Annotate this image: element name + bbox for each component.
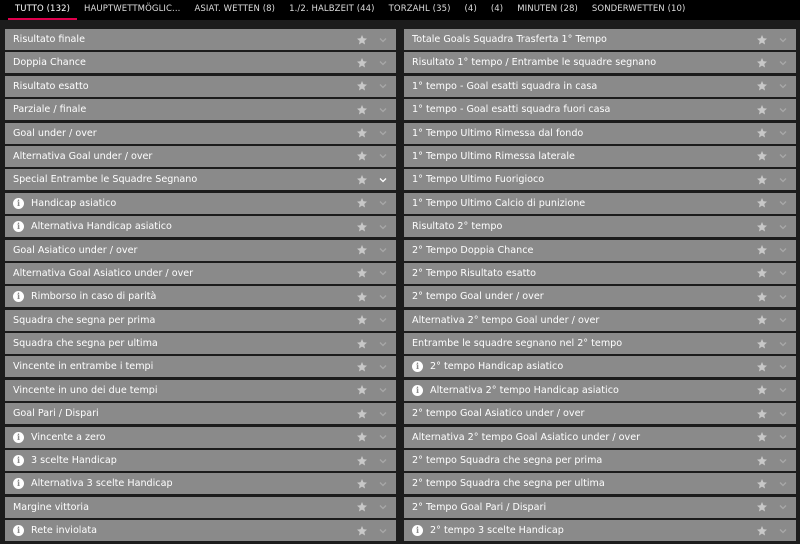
star-icon[interactable] bbox=[756, 80, 768, 92]
market-row[interactable] bbox=[5, 427, 396, 448]
star-icon[interactable] bbox=[756, 291, 768, 303]
market-label: 2° Tempo Doppia Chance bbox=[412, 244, 534, 256]
market-label: 2° tempo Squadra che segna per ultima bbox=[412, 478, 605, 490]
chevron-down-icon[interactable] bbox=[378, 502, 388, 512]
info-icon[interactable]: i bbox=[13, 432, 24, 443]
info-icon[interactable]: i bbox=[412, 361, 423, 372]
star-icon[interactable] bbox=[756, 104, 768, 116]
star-icon[interactable] bbox=[356, 408, 368, 420]
info-icon[interactable]: i bbox=[13, 198, 24, 209]
market-label: Risultato finale bbox=[13, 34, 85, 45]
market-row[interactable] bbox=[404, 240, 796, 261]
chevron-down-icon[interactable] bbox=[778, 151, 788, 161]
market-grid bbox=[0, 29, 800, 544]
market-row[interactable] bbox=[404, 123, 796, 144]
chevron-down-icon[interactable] bbox=[378, 222, 388, 232]
market-label: Alternativa Handicap asiatico bbox=[31, 221, 172, 233]
chevron-down-icon[interactable] bbox=[778, 502, 788, 512]
market-label: 2° tempo Handicap asiatico bbox=[430, 361, 564, 373]
chevron-down-icon[interactable] bbox=[378, 362, 388, 372]
market-row[interactable] bbox=[5, 240, 396, 261]
market-label: Vincente in uno dei due tempi bbox=[13, 384, 158, 396]
market-row[interactable] bbox=[404, 520, 796, 541]
market-row[interactable] bbox=[5, 450, 396, 471]
market-label: Entrambe le squadre segnano nel 2° tempo bbox=[412, 338, 623, 350]
info-icon[interactable]: i bbox=[13, 525, 24, 536]
market-row[interactable] bbox=[404, 427, 796, 448]
chevron-down-icon[interactable] bbox=[778, 128, 788, 138]
market-label: 3 scelte Handicap bbox=[31, 455, 117, 467]
market-label: 2° tempo Goal under / over bbox=[412, 291, 544, 303]
star-icon[interactable] bbox=[356, 104, 368, 116]
market-row[interactable] bbox=[404, 99, 796, 120]
info-icon[interactable]: i bbox=[412, 385, 423, 396]
market-label: Alternativa Goal under / over bbox=[13, 150, 153, 162]
star-icon[interactable] bbox=[756, 501, 768, 513]
star-icon[interactable] bbox=[756, 455, 768, 467]
market-label: Vincente a zero bbox=[31, 431, 106, 443]
chevron-down-icon[interactable] bbox=[778, 526, 788, 536]
market-row[interactable] bbox=[404, 356, 796, 377]
star-icon[interactable] bbox=[756, 197, 768, 209]
market-label: Risultato 2° tempo bbox=[412, 221, 503, 233]
chevron-down-icon[interactable] bbox=[378, 268, 388, 278]
market-row[interactable] bbox=[5, 29, 396, 50]
market-row[interactable] bbox=[5, 520, 396, 541]
chevron-down-icon[interactable] bbox=[778, 385, 788, 395]
market-label: 2° Tempo Goal Pari / Dispari bbox=[412, 501, 547, 513]
market-label: Alternativa 2° tempo Goal under / over bbox=[412, 314, 600, 326]
market-label: 1° Tempo Ultimo Fuorigioco bbox=[412, 174, 545, 186]
chevron-down-icon[interactable] bbox=[378, 526, 388, 536]
star-icon[interactable] bbox=[356, 127, 368, 139]
star-icon[interactable] bbox=[356, 267, 368, 279]
market-row[interactable] bbox=[5, 146, 396, 167]
chevron-down-icon[interactable] bbox=[778, 339, 788, 349]
market-row[interactable] bbox=[404, 310, 796, 331]
tab-3[interactable]: 1./2. HALBZEIT (44) bbox=[289, 4, 375, 14]
market-row[interactable] bbox=[404, 403, 796, 424]
chevron-down-icon[interactable] bbox=[378, 81, 388, 91]
star-icon[interactable] bbox=[756, 431, 768, 443]
chevron-down-icon[interactable] bbox=[378, 339, 388, 349]
star-icon[interactable] bbox=[356, 525, 368, 537]
market-row[interactable] bbox=[5, 380, 396, 401]
star-icon[interactable] bbox=[756, 267, 768, 279]
star-icon[interactable] bbox=[356, 291, 368, 303]
market-row[interactable] bbox=[404, 380, 796, 401]
star-icon[interactable] bbox=[756, 127, 768, 139]
chevron-down-icon[interactable] bbox=[778, 198, 788, 208]
market-label: Handicap asiatico bbox=[31, 197, 117, 209]
market-label: 1° Tempo Ultimo Calcio di punizione bbox=[412, 197, 586, 209]
chevron-down-icon[interactable] bbox=[378, 432, 388, 442]
market-label: Risultato esatto bbox=[13, 80, 89, 92]
market-label: Vincente in entrambe i tempi bbox=[13, 361, 154, 373]
info-icon[interactable]: i bbox=[13, 478, 24, 489]
market-row[interactable] bbox=[404, 216, 796, 237]
market-category-tabs bbox=[0, 0, 800, 20]
star-icon[interactable] bbox=[356, 174, 368, 186]
market-label: Alternativa 2° tempo Goal Asiatico under / over bbox=[412, 431, 641, 443]
chevron-down-icon[interactable] bbox=[778, 315, 788, 325]
chevron-down-icon[interactable] bbox=[778, 105, 788, 115]
star-icon[interactable] bbox=[756, 57, 768, 69]
market-row[interactable] bbox=[404, 193, 796, 214]
chevron-down-icon[interactable] bbox=[378, 456, 388, 466]
market-row[interactable] bbox=[5, 286, 396, 307]
tab-0[interactable]: TUTTO (132) bbox=[8, 0, 77, 20]
star-icon[interactable] bbox=[356, 150, 368, 162]
market-label: 1° Tempo Ultimo Rimessa dal fondo bbox=[412, 127, 584, 139]
market-label: 1° Tempo Ultimo Rimessa laterale bbox=[412, 150, 575, 162]
star-icon[interactable] bbox=[756, 478, 768, 490]
star-icon[interactable] bbox=[356, 244, 368, 256]
market-label: Goal under / over bbox=[13, 127, 97, 139]
chevron-down-icon[interactable] bbox=[778, 175, 788, 185]
chevron-down-icon[interactable] bbox=[378, 198, 388, 208]
star-icon[interactable] bbox=[756, 525, 768, 537]
market-row[interactable] bbox=[404, 286, 796, 307]
chevron-down-icon[interactable] bbox=[378, 292, 388, 302]
market-row[interactable] bbox=[5, 263, 396, 284]
star-icon[interactable] bbox=[356, 221, 368, 233]
chevron-down-icon[interactable] bbox=[778, 268, 788, 278]
market-row[interactable] bbox=[5, 216, 396, 237]
market-label: Squadra che segna per ultima bbox=[13, 338, 158, 350]
market-row[interactable] bbox=[404, 29, 796, 50]
tab-2[interactable]: ASIAT. WETTEN (8) bbox=[194, 4, 276, 14]
market-row[interactable] bbox=[5, 310, 396, 331]
market-label: 2° tempo Goal Asiatico under / over bbox=[412, 408, 585, 420]
chevron-down-icon[interactable] bbox=[378, 479, 388, 489]
market-row[interactable] bbox=[404, 52, 796, 73]
market-label: Totale Goals Squadra Trasferta 1° Tempo bbox=[412, 34, 607, 45]
market-row[interactable] bbox=[5, 123, 396, 144]
info-icon[interactable]: i bbox=[412, 525, 423, 536]
market-row[interactable] bbox=[404, 76, 796, 97]
star-icon[interactable] bbox=[356, 57, 368, 69]
market-label: Alternativa 2° tempo Handicap asiatico bbox=[430, 384, 619, 396]
star-icon[interactable] bbox=[356, 338, 368, 350]
chevron-down-icon[interactable] bbox=[778, 58, 788, 68]
chevron-down-icon[interactable] bbox=[378, 128, 388, 138]
chevron-down-icon[interactable] bbox=[378, 105, 388, 115]
star-icon[interactable] bbox=[756, 221, 768, 233]
market-label: Squadra che segna per prima bbox=[13, 314, 156, 326]
market-row[interactable] bbox=[404, 497, 796, 518]
star-icon[interactable] bbox=[756, 361, 768, 373]
market-label: 1° tempo - Goal esatti squadra in casa bbox=[412, 80, 598, 92]
chevron-down-icon[interactable] bbox=[378, 409, 388, 419]
star-icon[interactable] bbox=[756, 244, 768, 256]
star-icon[interactable] bbox=[756, 384, 768, 396]
market-row[interactable] bbox=[5, 76, 396, 97]
star-icon[interactable] bbox=[356, 197, 368, 209]
market-row[interactable] bbox=[5, 52, 396, 73]
market-row[interactable] bbox=[5, 99, 396, 120]
star-icon[interactable] bbox=[756, 34, 768, 46]
chevron-down-icon[interactable] bbox=[378, 35, 388, 45]
chevron-down-icon[interactable] bbox=[778, 479, 788, 489]
star-icon[interactable] bbox=[756, 150, 768, 162]
star-icon[interactable] bbox=[356, 314, 368, 326]
market-row[interactable] bbox=[404, 169, 796, 190]
chevron-down-icon[interactable] bbox=[778, 409, 788, 419]
market-label: 2° tempo 3 scelte Handicap bbox=[430, 525, 564, 537]
star-icon[interactable] bbox=[356, 455, 368, 467]
market-row[interactable] bbox=[5, 497, 396, 518]
chevron-down-icon[interactable] bbox=[378, 385, 388, 395]
info-icon[interactable]: i bbox=[13, 221, 24, 232]
tab-1[interactable]: HAUPTWETTMÖGLIC... bbox=[84, 4, 181, 14]
star-icon[interactable] bbox=[356, 80, 368, 92]
market-label: 1° tempo - Goal esatti squadra fuori casa bbox=[412, 104, 611, 116]
star-icon[interactable] bbox=[756, 314, 768, 326]
market-label: Goal Pari / Dispari bbox=[13, 408, 99, 420]
star-icon[interactable] bbox=[356, 34, 368, 46]
chevron-down-icon[interactable] bbox=[778, 81, 788, 91]
tab-7[interactable]: MINUTEN (28) bbox=[517, 4, 578, 14]
chevron-down-icon[interactable] bbox=[378, 58, 388, 68]
chevron-down-icon[interactable] bbox=[378, 245, 388, 255]
market-label: Special Entrambe le Squadre Segnano bbox=[13, 174, 198, 186]
market-label: Doppia Chance bbox=[13, 57, 86, 69]
market-label: Rete inviolata bbox=[31, 525, 97, 537]
tab-5[interactable]: (4) bbox=[464, 4, 477, 14]
market-label: Margine vittoria bbox=[13, 501, 89, 513]
market-row[interactable] bbox=[404, 450, 796, 471]
market-label: Rimborso in caso di parità bbox=[31, 291, 157, 303]
chevron-down-icon[interactable] bbox=[378, 175, 388, 185]
market-row[interactable] bbox=[5, 193, 396, 214]
market-row[interactable] bbox=[5, 473, 396, 494]
star-icon[interactable] bbox=[356, 361, 368, 373]
chevron-down-icon[interactable] bbox=[778, 456, 788, 466]
market-label: Risultato 1° tempo / Entrambe le squadre segnano bbox=[412, 57, 657, 69]
market-label: Goal Asiatico under / over bbox=[13, 244, 138, 256]
star-icon[interactable] bbox=[756, 408, 768, 420]
market-label: 2° tempo Squadra che segna per prima bbox=[412, 455, 603, 467]
market-label: Alternativa Goal Asiatico under / over bbox=[13, 267, 194, 279]
star-icon[interactable] bbox=[756, 174, 768, 186]
chevron-down-icon[interactable] bbox=[778, 292, 788, 302]
star-icon[interactable] bbox=[356, 501, 368, 513]
tab-8[interactable]: SONDERWETTEN (10) bbox=[591, 4, 686, 14]
chevron-down-icon[interactable] bbox=[378, 151, 388, 161]
chevron-down-icon[interactable] bbox=[778, 222, 788, 232]
market-column-left bbox=[0, 29, 396, 544]
market-row[interactable] bbox=[404, 333, 796, 354]
market-row[interactable] bbox=[404, 263, 796, 284]
chevron-down-icon[interactable] bbox=[378, 315, 388, 325]
info-icon[interactable]: i bbox=[13, 291, 24, 302]
star-icon[interactable] bbox=[356, 431, 368, 443]
market-label: Alternativa 3 scelte Handicap bbox=[31, 478, 173, 490]
info-icon[interactable]: i bbox=[13, 455, 24, 466]
market-label: 2° Tempo Risultato esatto bbox=[412, 267, 537, 279]
star-icon[interactable] bbox=[356, 478, 368, 490]
chevron-down-icon[interactable] bbox=[778, 362, 788, 372]
star-icon[interactable] bbox=[356, 384, 368, 396]
market-row[interactable] bbox=[5, 356, 396, 377]
market-row[interactable] bbox=[5, 333, 396, 354]
market-label: Parziale / finale bbox=[13, 104, 87, 116]
chevron-down-icon[interactable] bbox=[778, 432, 788, 442]
market-row[interactable] bbox=[5, 403, 396, 424]
market-row[interactable] bbox=[5, 169, 396, 190]
market-column-right bbox=[404, 29, 800, 544]
chevron-down-icon[interactable] bbox=[778, 35, 788, 45]
market-row[interactable] bbox=[404, 146, 796, 167]
market-row[interactable] bbox=[404, 473, 796, 494]
tab-4[interactable]: TORZAHL (35) bbox=[388, 4, 451, 14]
chevron-down-icon[interactable] bbox=[778, 245, 788, 255]
tab-6[interactable]: (4) bbox=[490, 4, 504, 14]
star-icon[interactable] bbox=[756, 338, 768, 350]
